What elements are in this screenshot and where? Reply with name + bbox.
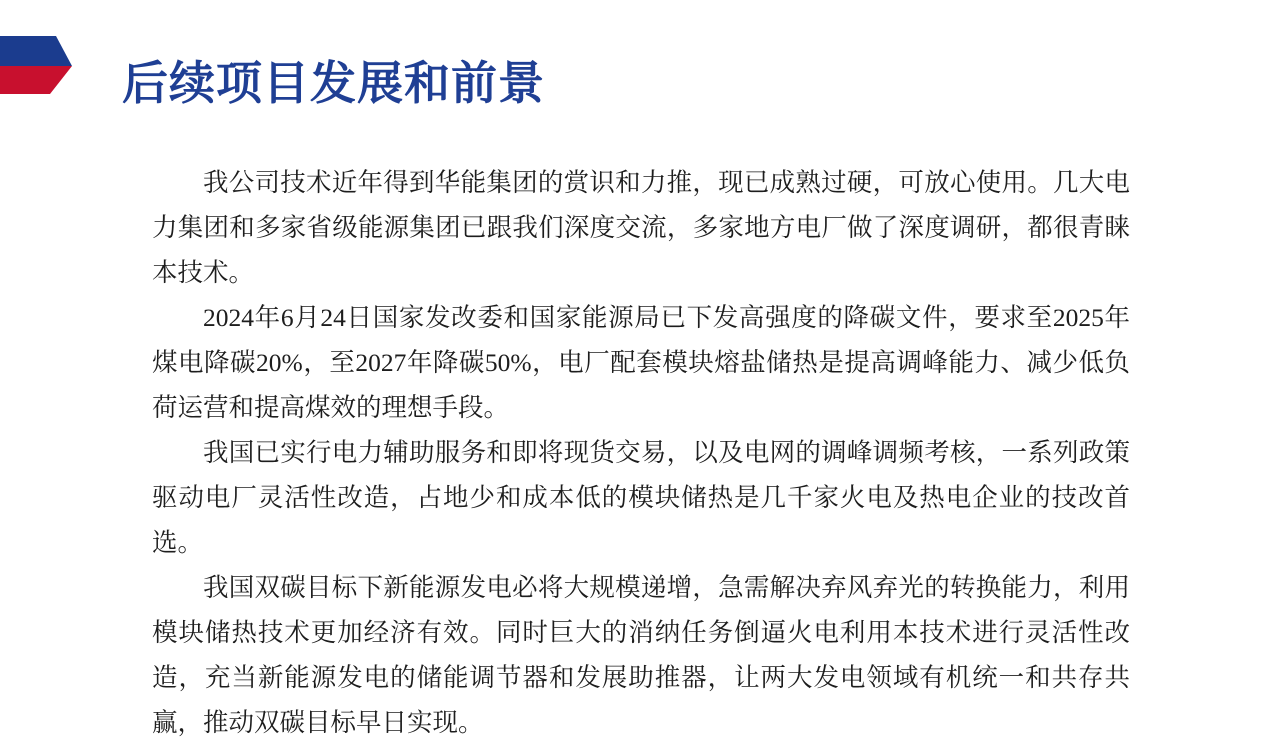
body-text-block	[152, 160, 1130, 745]
flag-red-shape	[0, 66, 72, 94]
flag-blue-shape	[0, 36, 72, 66]
paragraph-3: 我国已实行电力辅助服务和即将现货交易，以及电网的调峰调频考核，一系列政策驱动电厂灵活性改造，占地少和成本低的模块储热是几千家火电及热电企业的技改首选。	[152, 438, 1130, 557]
decorative-flag-icon	[0, 36, 72, 94]
paragraph-2: 2024年6月24日国家发改委和国家能源局已下发高强度的降碳文件，要求至2025年煤电降碳20%，至2027年降碳50%，电厂配套模块熔盐储热是提高调峰能力、减少低负荷运营和提高煤效的理想手段。	[152, 303, 1130, 422]
page-title: 后续项目发展和前景	[122, 57, 545, 109]
paragraph-1: 我公司技术近年得到华能集团的赏识和力推，现已成熟过硬，可放心使用。几大电力集团和多家省级能源集团已跟我们深度交流，多家地方电厂做了深度调研，都很青睐本技术。	[152, 168, 1130, 287]
paragraph-4: 我国双碳目标下新能源发电必将大规模递增，急需解决弃风弃光的转换能力，利用模块储热技术更加经济有效。同时巨大的消纳任务倒逼火电利用本技术进行灵活性改造，充当新能源发电的储能调节器和发展助推器，让两大发电领域有机统一和共存共赢，推动双碳目标早日实现。	[152, 573, 1130, 737]
